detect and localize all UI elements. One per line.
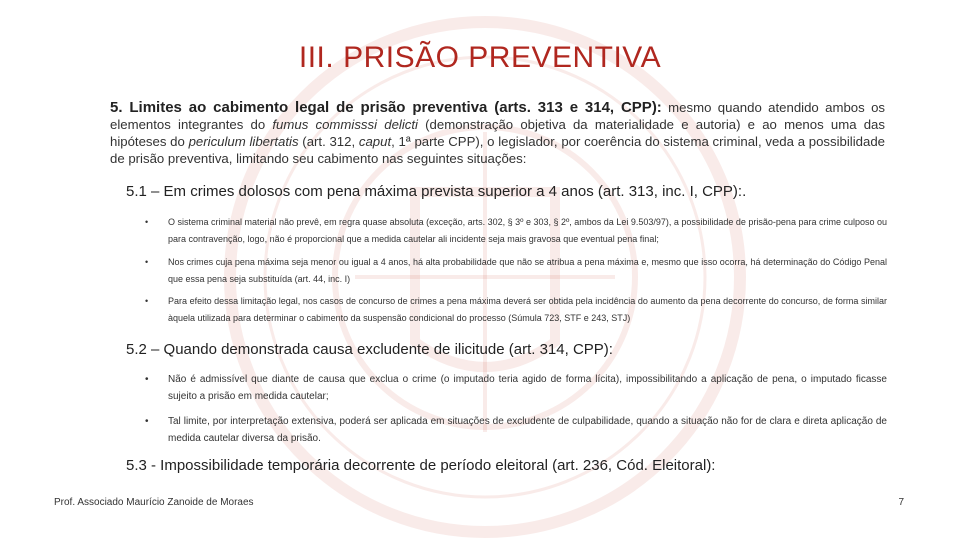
list-item	[145, 293, 887, 326]
intro-text-4: , 1ª parte CPP), o legislador, por coerência do sistema criminal, veda a possibilidade de prisão preventiva, limitando seu cabimento nas seguintes situações:	[110, 134, 886, 166]
section-heading-5-3: 5.3 - Impossibilidade temporária decorrente de período eleitoral (art. 236, Cód. Eleitoral):	[126, 457, 716, 474]
footer-author: Prof. Associado Maurício Zanoide de Moraes	[54, 497, 254, 508]
page-number: 7	[898, 497, 904, 508]
bullet-icon: •	[145, 257, 149, 267]
bullet-text: Tal limite, por interpretação extensiva, poderá ser aplicada em situações de excludente de culpabilidade, quando a situação não for de clara e direta aplicação de medida cautelar diversa da prisão.	[168, 416, 887, 444]
list-item	[145, 413, 887, 447]
intro-text-2: (demonstração objetiva da materialidade e autoria) e ao menos uma das hipóteses do	[110, 117, 885, 149]
bullet-text: Não é admissível que diante de causa que exclua o crime (o imputado teria agido de forma lícita), impossibilitando a aplicação de pena, o imputado ficasse sujeito a prisão em medida cautelar;	[168, 374, 887, 402]
list-item	[145, 214, 887, 247]
section-heading-5-2: 5.2 – Quando demonstrada causa excludente de ilicitude (art. 314, CPP):	[126, 341, 613, 358]
intro-lead: 5. Limites ao cabimento legal de prisão preventiva (arts. 313 e 314, CPP):	[110, 99, 662, 116]
bullet-icon: •	[145, 296, 149, 306]
list-item	[145, 371, 887, 405]
intro-term-caput: caput	[358, 134, 392, 149]
bullet-icon: •	[145, 374, 149, 385]
intro-text-3: (art. 312,	[298, 134, 359, 149]
bullet-icon: •	[145, 217, 149, 227]
bullet-text: O sistema criminal material não prevê, em regra quase absoluta (exceção, arts. 302, § 3º e 303, § 2º, ambos da Lei 9.503/97), a possibilidade de prisão-pena para crime culposo ou para contravenção, logo, não é proporcional que a medida cautelar ali incidente seja mais gravosa que eventual pena final;	[168, 217, 887, 244]
intro-paragraph	[110, 99, 885, 167]
bullet-icon: •	[145, 416, 149, 427]
bullet-text: Nos crimes cuja pena máxima seja menor ou igual a 4 anos, há alta probabilidade que não se atribua a pena máxima e, mesmo que isso ocorra, há determinação do Código Penal que essa pena seja substituída (art. 44, inc. I)	[168, 257, 887, 284]
section-heading-5-1: 5.1 – Em crimes dolosos com pena máxima prevista superior a 4 anos (art. 313, inc. I, CPP):.	[126, 183, 747, 200]
intro-text-1: mesmo quando atendido ambos os elementos integrantes do	[110, 100, 885, 132]
bullet-text: Para efeito dessa limitação legal, nos casos de concurso de crimes a pena máxima deverá ser obtida pela incidência do aumento da pena decorrente do concurso, de forma similar àquela utilizada para determinar o cabimento da suspensão condicional do processo (Súmula 723, STF e 243, STJ)	[168, 296, 887, 323]
intro-term-periculum: periculum libertatis	[188, 134, 299, 149]
list-item	[145, 254, 887, 287]
intro-term-fumus: fumus commisssi delicti	[272, 117, 418, 132]
slide-title: III. PRISÃO PREVENTIVA	[298, 41, 662, 74]
